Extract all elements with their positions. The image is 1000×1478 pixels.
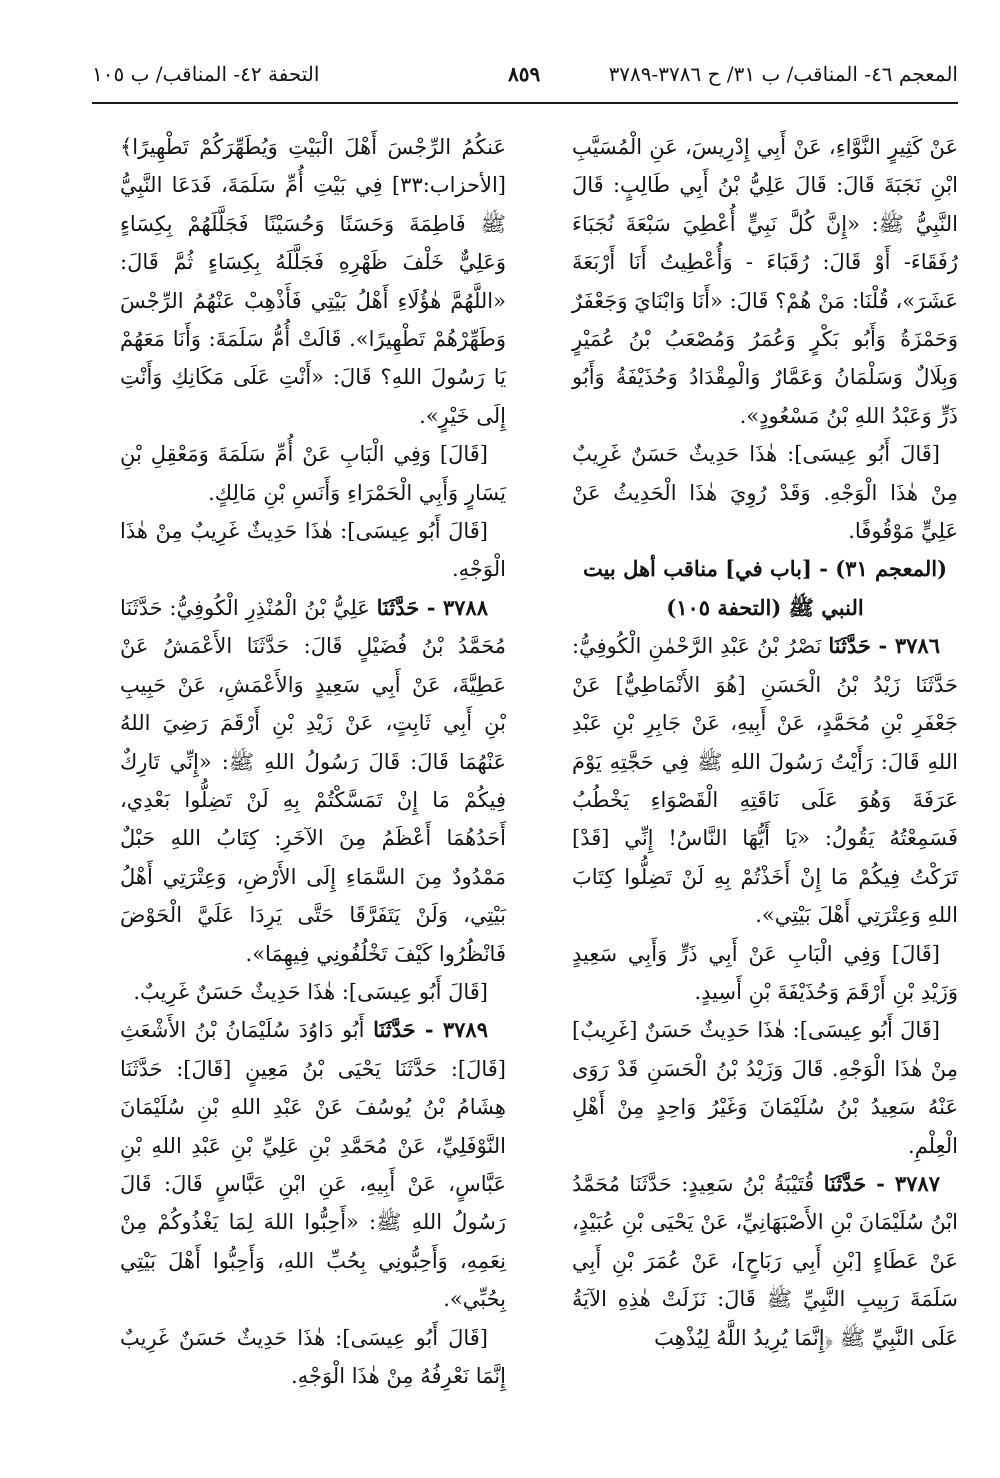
text-paragraph: [120, 435, 506, 512]
paragraph-text: عَلِيُّ بْنُ الْمُنْذِرِ الْكُوفِيُّ: حَدَّثَنَا مُحَمَّدُ بْنُ فُضَيْلٍ قَالَ: حَدَّثَنَا الأَعْمَشُ عَنْ عَطِيَّةَ، عَنْ أَبِي سَعِيدٍ وَالأَعْمَشِ، عَنْ حَبِيبِ بْنِ أَبِي ثَابِتٍ، عَنْ زَيْدِ بْنِ أَرْقَمَ رَضِيَ اللهُ عَنْهُمَا قَالَ: قَالَ رَسُولُ اللهِ ﷺ: «إِنِّي تَارِكٌ فِيكُمْ مَا إِنْ تَمَسَّكْتُمْ بِهِ لَنْ تَضِلُّوا بَعْدِي، أَحَدُهُمَا أَعْظَمُ مِنَ الآخَرِ: كِتَابُ اللهِ حَبْلٌ مَمْدُودٌ مِنَ السَّمَاءِ إِلَى الأَرْضِ، وَعِتْرَتِي أَهْلُ بَيْتِي، وَلَنْ يَتَفَرَّقَا حَتَّى يَرِدَا عَلَيَّ الْحَوْضَ فَانْظُرُوا كَيْفَ تَخْلُفُونِي فِيهِمَا».: [120, 595, 506, 966]
text-paragraph: [120, 512, 506, 589]
text-paragraph: [572, 128, 958, 435]
page-header: [92, 56, 958, 104]
paragraph-text: [قَالَ أَبُو عِيسَى]: هٰذَا حَدِيثٌ حَسَنٌ غَرِيبٌ إِنَّمَا نَعْرِفُهُ مِنْ هٰذَا الْوَجْهِ.: [120, 1325, 506, 1388]
paragraph-text: أَبُو دَاوُدَ سُلَيْمَانُ بْنُ الأَشْعَثِ [قَالَ]: حَدَّثَنَا يَحْيَى بْنُ مَعِينٍ [قَالَ]: حَدَّثَنَا هِشَامُ بْنُ يُوسُفَ عَنْ عَبْدِ اللهِ بْنِ سُلَيْمَانَ النَّوْفَلِيِّ، عَنْ مُحَمَّدِ بْنِ عَلِيِّ بْنِ عَبْدِ اللهِ بْنِ عَبَّاسٍ، عَنْ أَبِيهِ، عَنِ ابْنِ عَبَّاسٍ قَالَ: قَالَ رَسُولُ اللهِ ﷺ: «أَحِبُّوا اللهَ لِمَا يَغْذُوكُمْ مِنْ نِعَمِهِ، وَأَحِبُّونِي بِحُبِّ اللهِ، وَأَحِبُّوا أَهْلَ بَيْتِي بِحُبِّي».: [120, 1018, 506, 1312]
text-paragraph: [572, 935, 958, 1012]
hadith-number: ٣٧٨٦ - حَدَّثَنَا: [828, 633, 940, 659]
hadith-number: ٣٧٨٨ - حَدَّثَنَا: [376, 594, 488, 620]
hadith-paragraph: [120, 1011, 506, 1318]
paragraph-text: نَصْرُ بْنُ عَبْدِ الرَّحْمٰنِ الْكُوفِيُّ: حَدَّثَنَا زَيْدُ بْنُ الْحَسَنِ [هُوَ الأَنْمَاطِيُّ] عَنْ جَعْفَرِ بْنِ مُحَمَّدٍ، عَنْ أَبِيهِ، عَنْ جَابِرِ بْنِ عَبْدِ اللهِ قَالَ: رَأَيْتُ رَسُولَ اللهِ ﷺ فِي حَجَّتِهِ يَوْمَ عَرَفَةَ وَهُوَ عَلَى نَاقَتِهِ الْقَصْوَاءِ يَخْطُبُ فَسَمِعْتُهُ يَقُولُ: «يَا أَيُّهَا النَّاسُ! إِنِّي [قَدْ] تَرَكْتُ فِيكُمْ مَا إِنْ أَخَذْتُمْ بِهِ لَنْ تَضِلُّوا كِتَابَ اللهِ وَعِتْرَتِي أَهْلَ بَيْتِي».: [572, 634, 958, 928]
paragraph-text: [قَالَ أَبُو عِيسَى]: هٰذَا حَدِيثٌ حَسَنٌ [غَرِيبٌ] مِنْ هٰذَا الْوَجْهِ. قَالَ وَزَيْدُ بْنُ الْحَسَنِ قَدْ رَوَى عَنْهُ سَعِيدُ بْنُ سُلَيْمَانَ وَغَيْرُ وَاحِدٍ مِنْ أَهْلِ الْعِلْمِ.: [572, 1018, 958, 1158]
left-text-column: [120, 128, 506, 1395]
paragraph-text: عَنْ كَثِيرٍ النَّوَّاءِ، عَنْ أَبِي إِدْرِيسَ، عَنِ الْمُسَيَّبِ ابْنِ نَجَبَةَ قَالَ: قَالَ عَلِيُّ بْنُ أَبِي طَالِبٍ: قَالَ النَّبِيُّ ﷺ: «إِنَّ كُلَّ نَبِيٍّ أُعْطِيَ سَبْعَةَ نُجَبَاءَ رُفَقَاءَ- أَوْ قَالَ: رُقَبَاءَ - وَأُعْطِيتُ أَنَا أَرْبَعَةَ عَشَرَ»، قُلْنَا: مَنْ هُمْ؟ قَالَ: «أَنَا وَابْنَايَ وَجَعْفَرٌ وَحَمْزَةُ وَأَبُو بَكْرٍ وَعُمَرُ وَمُصْعَبُ بْنُ عُمَيْرٍ وَبِلَالٌ وَسَلْمَانُ وَعَمَّارٌ وَالْمِقْدَادُ وَحُذَيْفَةُ وَأَبُو ذَرٍّ وَعَبْدُ اللهِ بْنُ مَسْعُودٍ».: [572, 135, 958, 428]
header-chapter-reference: المعجم ٤٦- المناقب/ ب ٣١/ ح ٣٧٨٦-٣٧٨٩: [608, 62, 958, 86]
text-paragraph: [120, 128, 506, 435]
paragraph-text: عَنكُمُ الرِّجْسَ أَهْلَ الْبَيْتِ وَيُطَهِّرَكُمْ تَطْهِيرًا﴾ [الأحزاب:٣٣] فِي بَيْتِ أُمِّ سَلَمَةَ، فَدَعَا النَّبِيُّ ﷺ فَاطِمَةَ وَحَسَنًا وَحُسَيْنًا فَجَلَّلَهُمْ بِكِسَاءٍ وَعَلِيٌّ خَلْفَ ظَهْرِهِ فَجَلَّلَهُ بِكِسَاءٍ ثُمَّ قَالَ: «اللَّهُمَّ هٰؤُلَاءِ أَهْلُ بَيْتِي فَأَذْهِبْ عَنْهُمُ الرِّجْسَ وَطَهِّرْهُمْ تَطْهِيرًا». قَالَتْ أُمُّ سَلَمَةَ: وَأَنَا مَعَهُمْ يَا رَسُولَ اللهِ؟ قَالَ: «أَنْتِ عَلَى مَكَانِكِ وَأَنْتِ إِلَى خَيْرٍ».: [120, 135, 506, 428]
hadith-paragraph: [572, 627, 958, 934]
page-number: ٨٥٩: [508, 62, 541, 86]
chapter-heading: (المعجم ٣١) - [باب في] مناقب أهل بيت النبي ﷺ (التحفة ١٠٥): [582, 556, 948, 620]
hadith-number: ٣٧٨٧ - حَدَّثَنَا: [823, 1170, 940, 1196]
text-paragraph: [572, 435, 958, 550]
hadith-paragraph: [120, 589, 506, 973]
right-text-column: [572, 128, 958, 1357]
hadith-number: ٣٧٨٩ - حَدَّثَنَا: [373, 1017, 488, 1043]
paragraph-text: [قَالَ أَبُو عِيسَى]: هٰذَا حَدِيثٌ حَسَنٌ غَرِيبٌ.: [133, 979, 488, 1004]
paragraph-text: [قَالَ] وَفِي الْبَابِ عَنْ أُمِّ سَلَمَةَ وَمَعْقِلِ بْنِ يَسَارٍ وَأَبِي الْحَمْرَاءِ وَأَنَسِ بْنِ مَالِكٍ.: [120, 442, 506, 505]
header-tuhfa-reference: التحفة ٤٢- المناقب/ ب ١٠٥: [92, 62, 320, 86]
paragraph-text: قُتَيْبَةُ بْنُ سَعِيدٍ: حَدَّثَنَا مُحَمَّدُ ابْنُ سُلَيْمَانَ بْنِ الأَصْبَهَانِيِّ، عَنْ يَحْيَى بْنِ عُبَيْدٍ، عَنْ عَطَاءٍ [بْنِ أَبِي رَبَاحٍ]، عَنْ عُمَرَ بْنِ أَبِي سَلَمَةَ رَبِيبِ النَّبِيِّ ﷺ قَالَ: نَزَلَتْ هٰذِهِ الآيَةُ عَلَى النَّبِيِّ ﷺ ﴿إِنَّمَا يُرِيدُ اللَّهُ لِيُذْهِبَ: [572, 1171, 958, 1350]
paragraph-text: [قَالَ] وَفِي الْبَابِ عَنْ أَبِي ذَرٍّ وَأَبِي سَعِيدٍ وَزَيْدِ بْنِ أَرْقَمَ وَحُذَيْفَةَ بْنِ أَسِيدٍ.: [572, 941, 958, 1004]
paragraph-text: [قَالَ أَبُو عِيسَى]: هٰذَا حَدِيثٌ حَسَنٌ غَرِيبٌ مِنْ هٰذَا الْوَجْهِ. وَقَدْ رُوِيَ هٰذَا الْحَدِيثُ عَنْ عَلِيٍّ مَوْقُوفًا.: [572, 442, 958, 544]
hadith-paragraph: [572, 1165, 958, 1357]
text-paragraph: [120, 1319, 506, 1396]
paragraph-text: [قَالَ أَبُو عِيسَى]: هٰذَا حَدِيثٌ غَرِيبٌ مِنْ هٰذَا الْوَجْهِ.: [120, 519, 506, 582]
text-paragraph: [120, 973, 506, 1011]
text-paragraph: [572, 1011, 958, 1165]
